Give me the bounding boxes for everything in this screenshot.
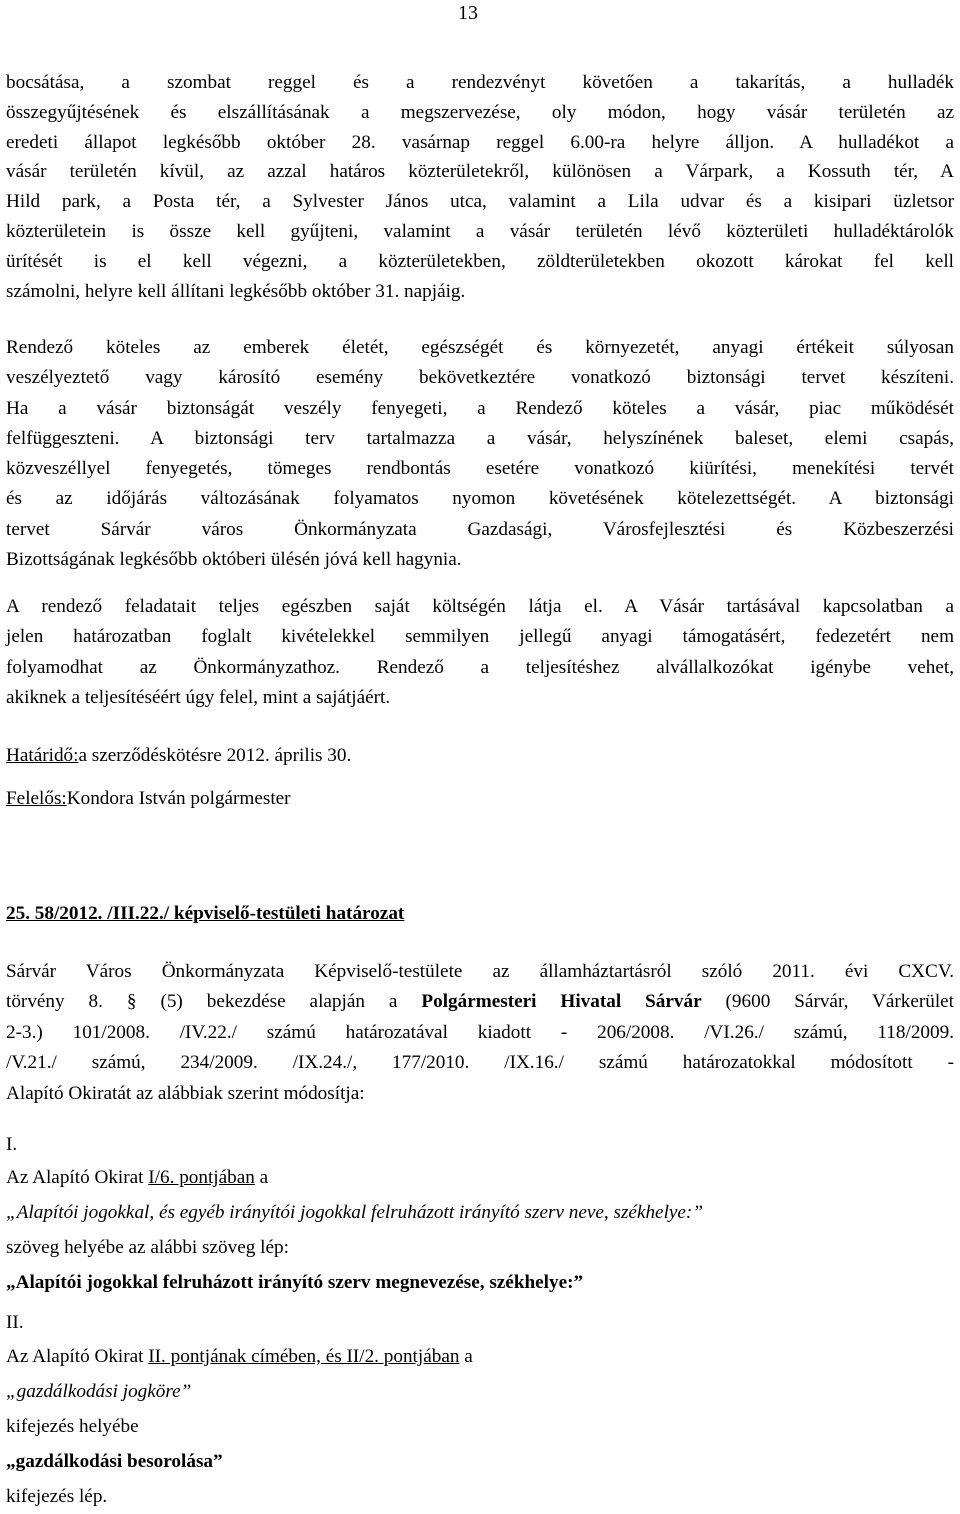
deadline-label: Határidő: [6,745,79,766]
text-line: 2-3.) 101/2008. /IV.22./ számú határozatával kiadott - 206/2008. /VI.26./ számú, 118/2009. [6,1021,954,1043]
text-line: veszélyeztető vagy károsító esemény bekövetkeztére vonatkozó biztonsági tervet készíteni. [6,367,954,389]
text-line: Sárvár Város Önkormányzata Képviselő-testülete az államháztartásról szóló 2011. évi CXCV. [6,961,954,982]
text-line: jelen határozatban foglalt kivételekkel semmilyen jellegű anyagi támogatásért, fedezetért nem [6,626,954,648]
replace-label: szöveg helyébe az alábbi szöveg lép: [6,1237,289,1258]
text-line: ürítését is el kell végezni, a közterületekben, zöldterületekben okozott károkat fel kell [6,250,954,272]
deadline-line [6,741,351,771]
text-line: Ha a vásár biztonságát veszély fenyegeti, a Rendező köteles a vásár, piac működését [6,397,954,419]
old-text: „gazdálkodási jogköre” [6,1381,192,1402]
new-text: „Alapítói jogokkal felruházott irányító szerv megnevezése, székhelye:” [6,1272,584,1293]
text-line: tervet Sárvár város Önkormányzata Gazdasági, Városfejlesztési és Közbeszerzési [6,518,954,540]
section-number: I. [6,1134,18,1155]
section-one [6,1129,954,1300]
paragraph-safety-plan [6,333,954,575]
text-line: folyamodhat az Önkormányzathoz. Rendező a teljesítéshez alvállalkozókat igénybe vehet, [6,656,954,678]
new-text: „gazdálkodási besorolása” [6,1451,223,1472]
text-line: Alapító Okiratát az alábbiak szerint módosítja: [6,1082,365,1104]
paragraph-waste-collection [6,68,954,306]
section-number: II. [6,1312,24,1333]
section-two [6,1307,954,1514]
text-line: felfüggeszteni. A biztonsági terv tartalmazza a vásár, helyszínének baleset, elemi csapás, [6,427,954,449]
old-text: „Alapítói jogokkal, és egyéb irányítói jogokkal felruházott irányító szerv neve, székhelye:” [6,1202,703,1223]
responsible-label: Felelős: [6,788,67,809]
section-intro: Az Alapító Okirat II. pontjának címében, és II/2. pontjában a [6,1346,473,1367]
replace-label: kifejezés helyébe [6,1416,139,1437]
text-line: Rendező köteles az emberek életét, egészségét és környezetét, anyagi értékeit súlyosan [6,337,954,358]
text-line: bocsátása, a szombat reggel és a rendezvényt követően a takarítás, a hulladék [6,72,954,93]
text-line: összegyűjtésének és elszállításának a megszervezése, oly módon, hogy vásár területén az [6,101,954,123]
paragraph-costs [6,592,954,713]
text-line: vásár területén kívül, az azzal határos közterületekről, különösen a Várpark, a Kossuth tér, A [6,161,954,183]
deadline-value: a szerződéskötésre 2012. április 30. [78,745,352,766]
text-line: közterületein is össze kell gyűjteni, valamint a vásár területén lévő közterületi hulladéktárolók [6,220,954,242]
paragraph-resolution [6,957,954,1109]
section-intro: Az Alapító Okirat I/6. pontjában a [6,1167,269,1188]
text-line: eredeti állapot legkésőbb október 28. vasárnap reggel 6.00-ra helyre álljon. A hulladékot a [6,131,954,153]
responsible-value: Kondora István polgármester [66,788,291,809]
text-line: akiknek a teljesítéséért úgy felel, mint a sajátjáért. [6,686,391,708]
end-label: kifejezés lép. [6,1486,108,1507]
text-line: Hild park, a Posta tér, a Sylvester János utca, valamint a Lila udvar és a kisipari üzletsor [6,191,954,213]
text-line: törvény 8. § (5) bekezdése alapján a Polgármesteri Hivatal Sárvár (9600 Sárvár, Várkerület [6,991,954,1013]
text-line: /V.21./ számú, 234/2009. /IX.24./, 177/2010. /IX.16./ számú határozatokkal módosított - [6,1052,954,1074]
responsible-line [6,784,291,814]
text-line: számolni, helyre kell állítani legkésőbb október 31. napjáig. [6,280,466,302]
resolution-title: 25. 58/2012. /III.22./ képviselő-testületi határozat [6,903,405,924]
text-line: Bizottságának legkésőbb októberi ülésén jóvá kell hagynia. [6,549,462,571]
text-line: közveszéllyel fenyegetés, tömeges rendbontás esetére vonatkozó kiürítési, menekítési tervét [6,458,954,480]
text-line: A rendező feladatait teljes egészben saját költségén látja el. A Vásár tartásával kapcsolatban a [6,596,954,617]
page-number: 13 [458,2,478,24]
text-line: és az időjárás változásának folyamatos nyomon követésének kötelezettségét. A biztonsági [6,488,954,510]
